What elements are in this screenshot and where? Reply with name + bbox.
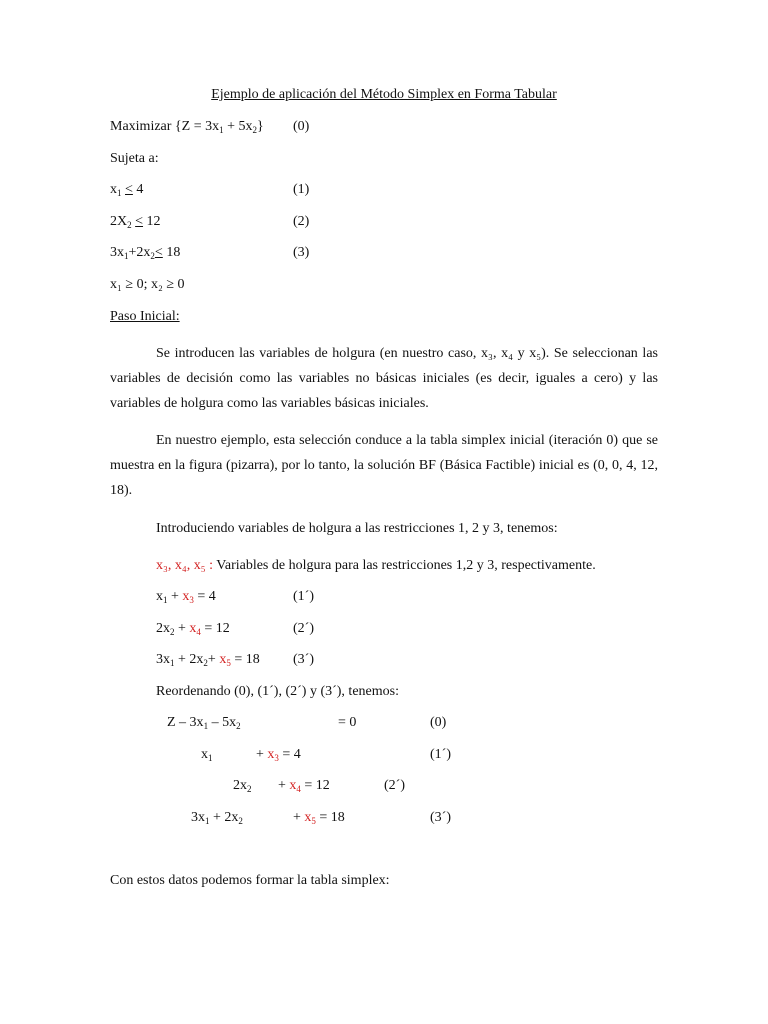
objective-text: + 5x	[223, 119, 253, 134]
augmented-eq-1-tag: (1´)	[293, 589, 314, 604]
constraint-1-tag: (1)	[293, 182, 310, 197]
augmented-eq-3: $3x_1 + 2x_2+ x_5 = 18$	[156, 652, 260, 668]
slack-description: Variables de holgura para las restricciones 1,2 y 3, respectivamente.	[213, 558, 596, 573]
augmented-eq-1: $x_1 + x_3 = 4$	[156, 589, 216, 605]
objective-function	[110, 118, 264, 136]
augmented-eq-2: $2x_2 + x_4 = 12$	[156, 621, 230, 637]
objective-text: Maximizar {Z = 3x	[110, 119, 220, 134]
constraint-2-tag: (2)	[293, 214, 310, 229]
reorder-line: Reordenando (0), (1´), (2´) y (3´), tenemos:	[156, 684, 399, 699]
system-row-0-tag: (0)	[430, 715, 447, 730]
system-row-1-tag: (1´)	[430, 747, 451, 762]
system-row-2-tag: (2´)	[384, 778, 405, 793]
paragraph-initial-solution	[110, 428, 658, 503]
constraint-1: $x_1 < 4$	[110, 182, 144, 198]
subscript: 2	[252, 125, 257, 135]
slack-intro-line: Introduciendo variables de holgura a las restricciones 1, 2 y 3, tenemos:	[156, 521, 558, 536]
nonnegativity-constraint: x₁ ≥ 0; x₂ ≥ 0	[110, 277, 185, 292]
slack-definition	[156, 557, 596, 575]
system-row-3-tag: (3´)	[430, 810, 451, 825]
paragraph-text: En nuestro ejemplo, esta selección conduce a la tabla simplex inicial (iteración 0) que se muestra en la figura (pizarra), por lo tanto, la solución BF (Básica Factible) inicial es (0, 0, 4, 12, 18).	[110, 433, 658, 498]
system-row-1-rhs: + $x_3 = 4$	[256, 747, 301, 763]
objective-tag: (0)	[293, 119, 310, 134]
system-row-1: $x_1$	[201, 747, 213, 763]
closing-line: Con estos datos podemos formar la tabla simplex:	[110, 873, 390, 888]
constraint-2: $2X_2 < 12$	[110, 214, 161, 230]
system-row-3-rhs: + $x_5 = 18$	[293, 810, 345, 826]
augmented-eq-2-tag: (2´)	[293, 621, 314, 636]
paragraph-text: Se introducen las variables de holgura (en nuestro caso, x₃, x₄ y x₅). Se seleccionan las variables de decisión como las variables no básicas iniciales (es decir, iguales a cero) y las variables de holgura como las variables básicas iniciales.	[110, 346, 658, 411]
constraint-3: $3x_1+2x_2< 18$	[110, 245, 181, 261]
paragraph-slack-intro	[110, 341, 658, 416]
system-row-0-rhs: = 0	[338, 715, 357, 730]
section-heading: Paso Inicial:	[110, 309, 180, 324]
constraint-3-tag: (3)	[293, 245, 310, 260]
system-row-3: $3x_1 + 2x_2$	[191, 810, 243, 826]
system-row-2-rhs: + $x_4 = 12$	[278, 778, 330, 794]
objective-text: }	[257, 119, 264, 134]
document-title: Ejemplo de aplicación del Método Simplex en Forma Tabular	[211, 87, 557, 102]
subscript: 1	[219, 125, 224, 135]
slack-variables: x₃, x₄, x₅ :	[156, 558, 214, 573]
system-row-2: $2x_2$	[233, 778, 252, 794]
subject-to-label: Sujeta a:	[110, 151, 159, 166]
system-row-0: Z – $3x_1 - 5x_2$	[167, 715, 241, 731]
augmented-eq-3-tag: (3´)	[293, 652, 314, 667]
